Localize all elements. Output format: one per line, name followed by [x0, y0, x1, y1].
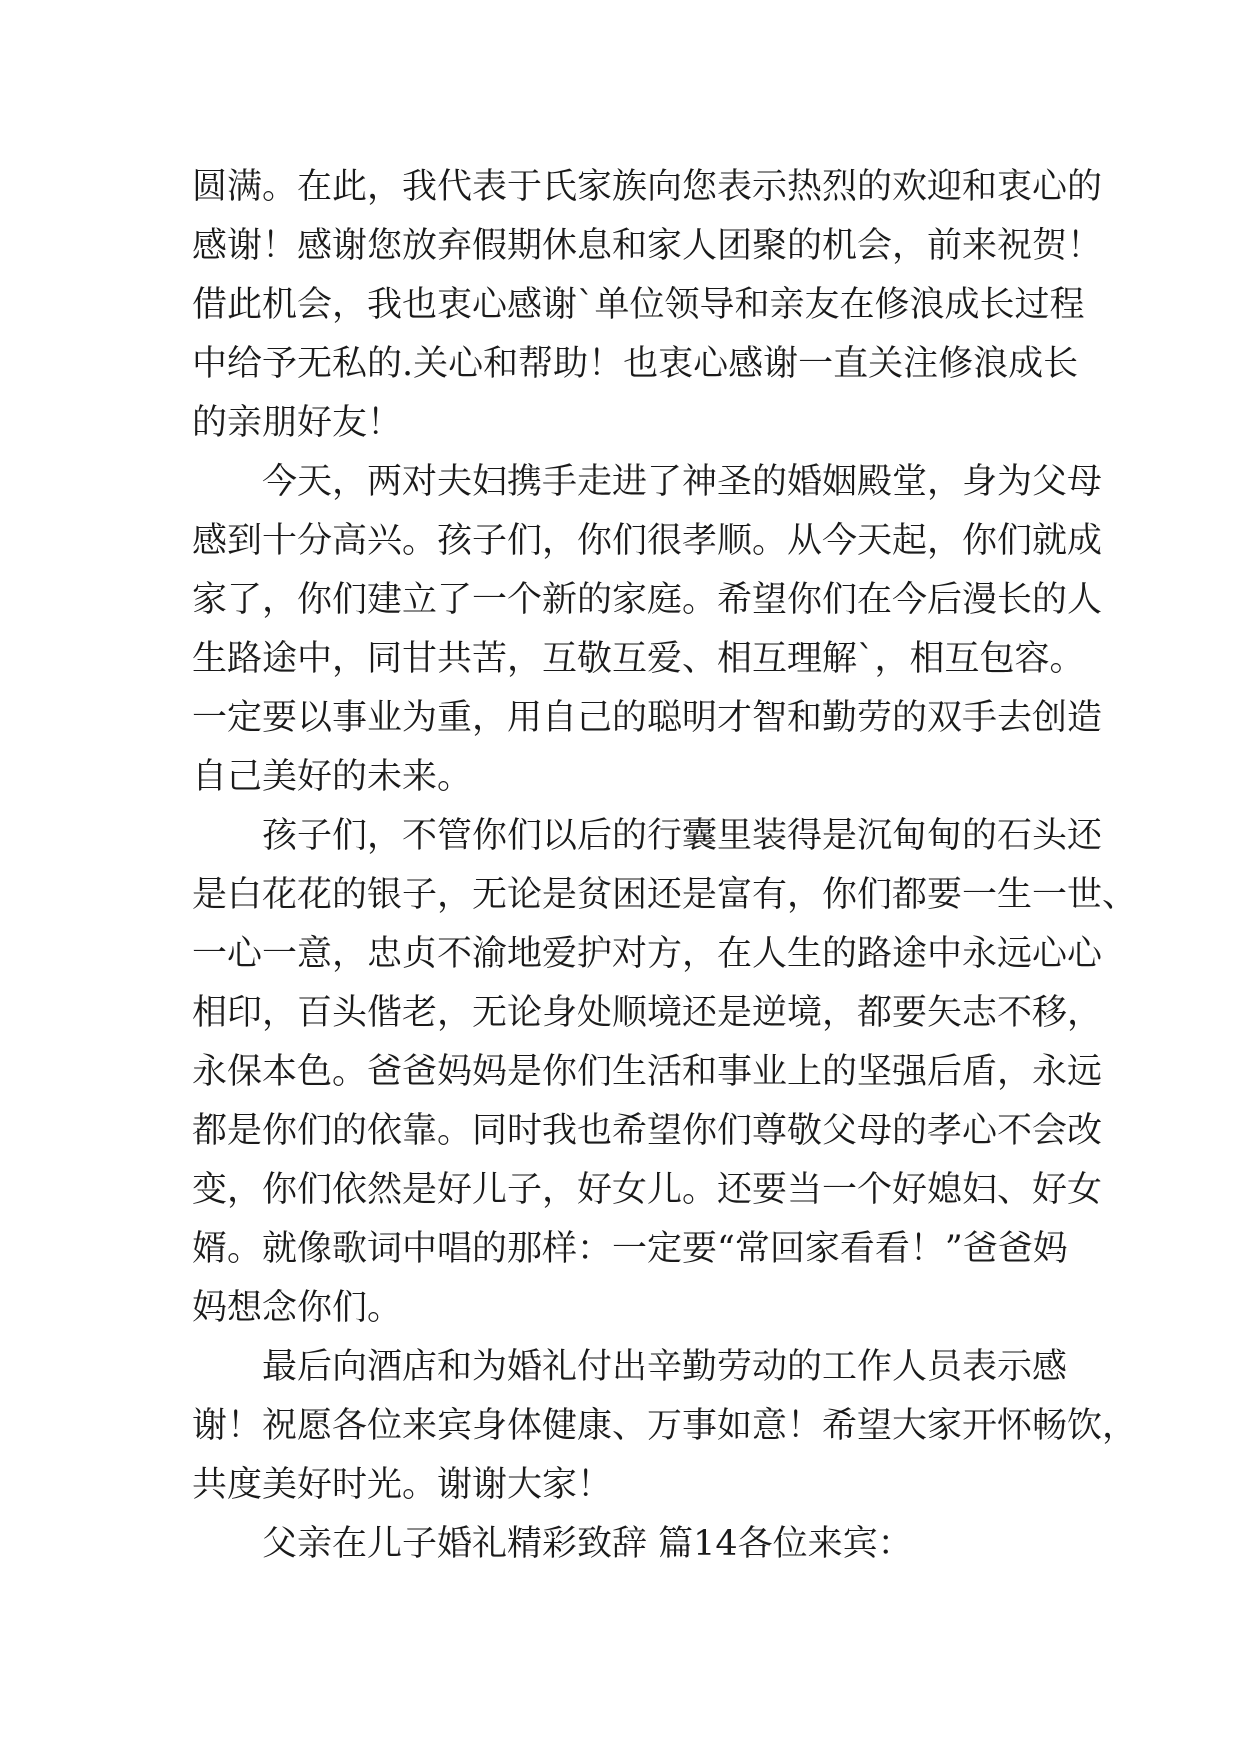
text-line: 感到十分高兴。孩子们，你们很孝顺。从今天起，你们就成	[192, 521, 1103, 561]
paragraph-4	[192, 1338, 1138, 1515]
text-line: 最后向酒店和为婚礼付出辛勤劳动的工作人员表示感	[262, 1347, 1068, 1387]
paragraph-5	[192, 1515, 1062, 1574]
text-line: 感谢！感谢您放弃假期休息和家人团聚的机会，前来祝贺！	[192, 226, 1103, 266]
document-body	[192, 158, 1138, 1574]
text-line: 一心一意，忠贞不渝地爱护对方，在人生的路途中永远心心	[192, 934, 1103, 974]
paragraph-1	[192, 158, 1103, 453]
text-line: 圆满。在此，我代表于氏家族向您表示热烈的欢迎和衷心的	[192, 167, 1103, 207]
text-line: 是白花花的银子，无论是贫困还是富有，你们都要一生一世、	[192, 875, 1138, 915]
text-line: 的亲朋好友！	[192, 403, 403, 443]
text-line: 共度美好时光。谢谢大家！	[192, 1465, 613, 1505]
text-line: 相印，百头偕老，无论身处顺境还是逆境，都要矢志不移，	[192, 993, 1103, 1033]
text-line: 家了，你们建立了一个新的家庭。希望你们在今后漫长的人	[192, 580, 1103, 620]
text-line: 今天，两对夫妇携手走进了神圣的婚姻殿堂，身为父母	[262, 462, 1103, 502]
text-line: 孩子们，不管你们以后的行囊里装得是沉甸甸的石头还	[262, 816, 1103, 856]
text-line: 变，你们依然是好儿子，好女儿。还要当一个好媳妇、好女	[192, 1170, 1103, 1210]
text-line: 妈想念你们。	[192, 1288, 403, 1328]
paragraph-3	[192, 807, 1138, 1338]
text-line: 生路途中，同甘共苦，互敬互爱、相互理解`，相互包容。	[192, 639, 1085, 679]
text-line: 自己美好的未来。	[192, 757, 473, 797]
paragraph-2	[192, 453, 1103, 807]
text-line: 婿。就像歌词中唱的那样：一定要“常回家看看！”爸爸妈	[192, 1229, 1068, 1269]
text-line: 永保本色。爸爸妈妈是你们生活和事业上的坚强后盾，永远	[192, 1052, 1103, 1092]
text-line: 一定要以事业为重，用自己的聪明才智和勤劳的双手去创造	[192, 698, 1103, 738]
text-line: 借此机会，我也衷心感谢`单位领导和亲友在修浪成长过程	[192, 285, 1085, 325]
text-line: 都是你们的依靠。同时我也希望你们尊敬父母的孝心不会改	[192, 1111, 1103, 1151]
text-line: 中给予无私的.关心和帮助！也衷心感谢一直关注修浪成长	[192, 344, 1079, 384]
section-heading-line: 父亲在儿子婚礼精彩致辞 篇14各位来宾：	[262, 1524, 913, 1564]
text-line: 谢！祝愿各位来宾身体健康、万事如意！希望大家开怀畅饮，	[192, 1406, 1138, 1446]
